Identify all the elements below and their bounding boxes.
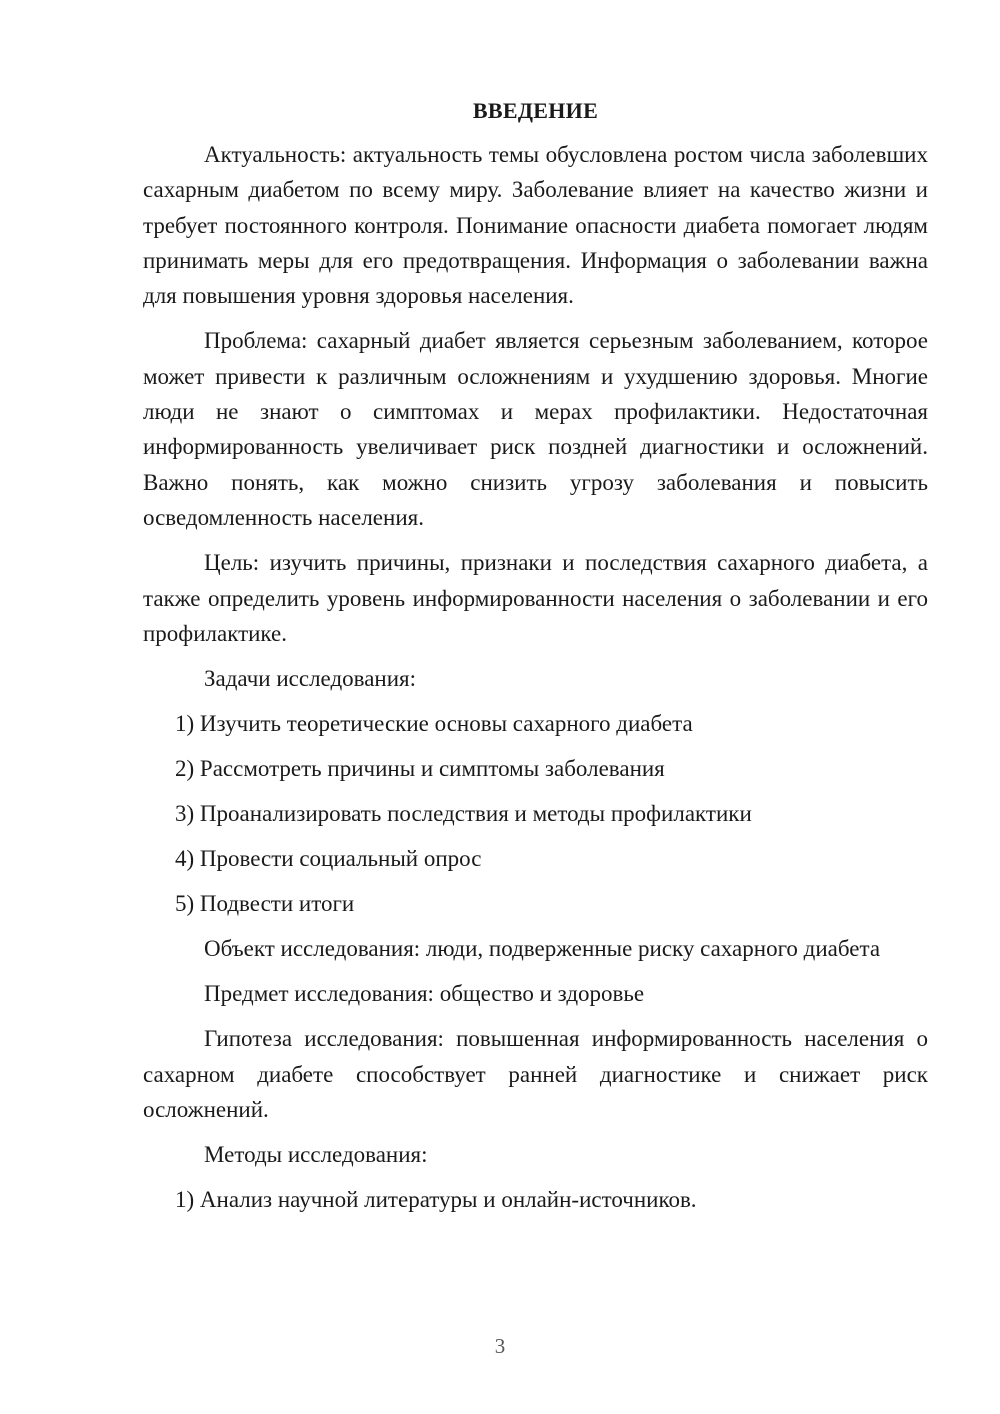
task-item: 2) Рассмотреть причины и симптомы заболевания — [175, 756, 665, 782]
task-item: 5) Подвести итоги — [175, 891, 355, 917]
method-item: 1) Анализ научной литературы и онлайн-источников. — [175, 1187, 697, 1213]
goal-paragraph: Цель: изучить причины, признаки и последствия сахарного диабета, а также определить уровень информированности населения о заболевании и его профилактике. — [143, 550, 928, 646]
task-item: 3) Проанализировать последствия и методы профилактики — [175, 801, 752, 827]
problem-paragraph: Проблема: сахарный диабет является серьезным заболеванием, которое может привести к различным осложнениям и ухудшению здоровья. Многие люди не знают о симптомах и мерах профилактики. Недостаточная информированность увеличивает риск поздней диагностики и осложнений. Важно понять, как можно снизить угрозу заболевания и повысить осведомленность населения. — [143, 328, 928, 530]
relevance-paragraph: Актуальность: актуальность темы обусловлена ростом числа заболевших сахарным диабетом по всему миру. Заболевание влияет на качество жизни и требует постоянного контроля. Понимание опасности диабета помогает людям принимать меры для его предотвращения. Информация о заболевании важна для повышения уровня здоровья населения. — [143, 142, 928, 309]
document-body — [143, 96, 928, 1227]
page-number: 3 — [494, 1334, 506, 1358]
hypothesis-paragraph: Гипотеза исследования: повышенная информированность населения о сахарном диабете способствует ранней диагностике и снижает риск осложнений. — [143, 1026, 928, 1123]
task-item: 4) Провести социальный опрос — [175, 846, 482, 872]
tasks-label: Задачи исследования: — [204, 666, 417, 692]
task-item: 1) Изучить теоретические основы сахарного диабета — [175, 711, 693, 737]
object-paragraph: Объект исследования: люди, подверженные риску сахарного диабета — [204, 936, 881, 962]
section-title: ВВЕДЕНИЕ — [472, 98, 599, 123]
methods-label: Методы исследования: — [204, 1142, 428, 1168]
subject-paragraph: Предмет исследования: общество и здоровье — [204, 981, 645, 1007]
